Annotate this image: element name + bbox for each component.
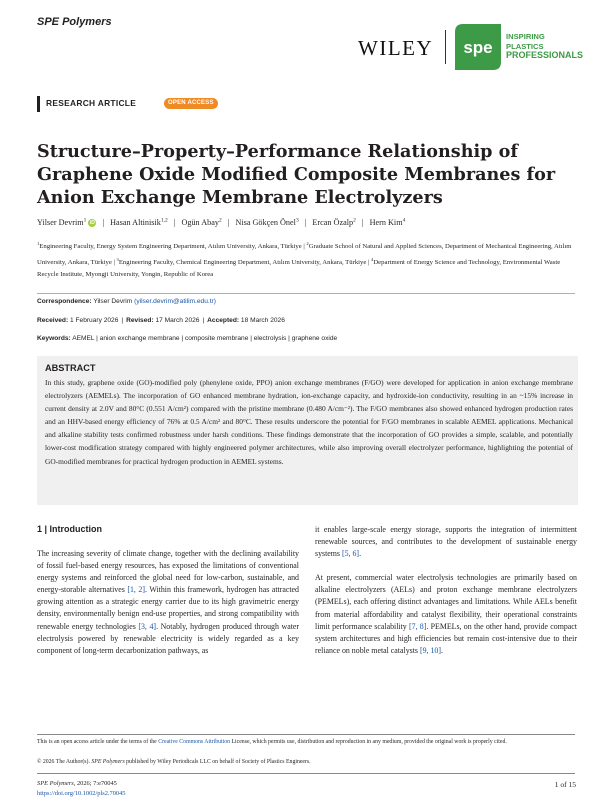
spe-tagline: [506, 32, 583, 61]
affiliations: $^1$Engineering Faculty, Energy System Engineering Department, Atılım University, Ankara, Türkiye | $^2$Graduate School of Natural and Applied Sciences, Department of Mechanical Engineering, Atılım University, Ankara, Türkiye | $^3$Engineering Faculty, Chemical Engineering Department, Atılım University, Ankara, Türkiye | $^4$Department of Energy Science and Technology, Environmental Waste Recycle Institute, Myongji University, Yongin, Republic of Korea: [37, 241, 572, 279]
doi-link[interactable]: https://doi.org/10.1002/pls2.70045: [37, 789, 126, 797]
abstract-heading: ABSTRACT: [45, 363, 96, 373]
author-name[interactable]: Hern Kim$^4$: [369, 217, 406, 227]
author-separator: |: [102, 217, 105, 227]
citation-link[interactable]: [7, 8]: [409, 621, 427, 631]
spe-logo-text: spe: [463, 38, 493, 57]
dates: Received: 1 February 2026 | Revised: 17 March 2026 | Accepted: 18 March 2026: [37, 317, 285, 324]
journal-name: SPE Polymers: [37, 16, 112, 28]
license-link[interactable]: Creative Commons Attribution: [158, 739, 231, 745]
citation-link[interactable]: [3, 4]: [138, 621, 157, 631]
body-column-left: [37, 548, 299, 657]
copyright-note: © 2026 The Author(s). SPE Polymers published by Wiley Periodicals LLC on behalf of Society of Plastics Engineers.: [37, 759, 311, 765]
open-access-badge[interactable]: OPEN ACCESS: [164, 98, 218, 109]
author-separator: |: [304, 217, 307, 227]
footer-divider: [37, 773, 575, 774]
affiliation: Department of Energy Science and Technology, Environmental Waste Recycle Institute, Myongji University, Yongin, Republic of Korea: [37, 258, 561, 279]
paragraph: At present, commercial water electrolysis technologies are primarily based on alkaline electrolyzers (AELs) and proton exchange membrane electrolyzers (PEMELs), each offering distinct advantages and limitations. While AELs benefit from material affordability and catalyst flexibility, their operational constraints limit performance scalability [7, 8]. PEMELs, on the other hand, provide compact system architectures and high efficiencies but remain cost-intensive due to their reliance on noble metal catalysts [9, 10].: [315, 573, 578, 655]
author-separator: |: [227, 217, 230, 227]
article-type-label: RESEARCH ARTICLE: [46, 98, 137, 108]
article-type-marker: [37, 96, 40, 112]
author-name[interactable]: Yilser Devrim$^1$: [37, 217, 87, 227]
citation-link[interactable]: [9, 10]: [419, 645, 441, 655]
author-name[interactable]: Hasan Altinisik$^{1,2}$: [110, 217, 168, 227]
paragraph: it enables large-scale energy storage, supports the integration of intermittent renewable sources, and contributes to the development of sustainable energy systems [5, 6].: [315, 525, 577, 559]
divider: [37, 293, 575, 294]
license-note: This is an open access article under the terms of the Creative Commons Attribution License, which permits use, distribution and reproduction in any medium, provided the original work is properly cited.: [37, 739, 507, 745]
affiliation: Engineering Faculty, Energy System Engineering Department, Atılım University, Ankara, Türkiye: [39, 243, 302, 251]
article-title: Structure–Property–Performance Relationship of Graphene Oxide Modified Composite Membranes for Anion Exchange Membrane Electrolyzers: [37, 141, 556, 208]
correspondence: Correspondence: Yilser Devrim (yilser.devrim@atilim.edu.tr): [37, 298, 216, 305]
author-name[interactable]: Ogün Abay$^2$: [181, 217, 222, 227]
spe-tagline-line: INSPIRING: [506, 32, 545, 41]
citation-link[interactable]: [5, 6]: [341, 549, 360, 559]
wiley-logo: WILEY: [358, 36, 434, 60]
spe-logo-icon: [455, 24, 501, 70]
author-name[interactable]: Ercan Özalp$^2$: [312, 217, 356, 227]
affiliation: Engineering Faculty, Chemical Engineering Department, Atılım University, Ankara, Türkiye: [118, 258, 367, 266]
header-divider: [445, 30, 446, 64]
spe-tagline-line: PROFESSIONALS: [506, 50, 584, 60]
author-separator: |: [361, 217, 364, 227]
keywords: Keywords: AEMEL | anion exchange membrane | composite membrane | electrolysis | graphene oxide: [37, 335, 338, 342]
section-heading: 1 | Introduction: [37, 524, 103, 534]
author-separator: |: [173, 217, 176, 227]
paragraph: The increasing severity of climate change, together with the declining availability of fossil fuel-based energy resources, has exposed the limitations of conventional energy systems and reinforced the global need for low-carbon, sustainable, and energy-storable alternatives [1, 2]. Within this framework, hydrogen has attracted growing attention as a strategic energy carrier due to its high gravimetric energy density, environmentally benign end-use properties, and strong compatibility with renewable energy technologies [3, 4]. Notably, hydrogen produced through water electrolysis powered by renewable electricity is widely regarded as a key component of long-term decarbonization pathways, as: [37, 549, 300, 655]
affiliation: Graduate School of Natural and Applied Sciences, Department of Mechanical Engineering, Atılım University, Ankara, Türkiye: [37, 243, 572, 266]
citation-link[interactable]: [1, 2]: [127, 585, 145, 595]
abstract-text: In this study, graphene oxide (GO)-modified poly (phenylene oxide, PPO) anion exchange membranes (F/GO) were developed for application in anion exchange membrane electrolyzers (AEMELs). The incorporation of GO enhanced membrane hydration, ion-exchange capacity, and hydroxide-ion conductivity, resulting in an ~15% increase in current density at 2.0V and 80°C (0.551 A/cm²) compared with the pristine membrane (0.480 A/cm⁻²). The F/GO membranes also showed enhanced hydrogen production rates and an HHV-based energy efficiency of 76% at 0.5 A/cm² and 80°C. These results underscore the potential for F/GO membranes in scalable AEMEL applications. Mechanical and alkaline stability tests confirmed robustness under harsh conditions. These findings demonstrate that the incorporation of GO provides a simple, scalable, and potentially lower-cost modification strategy compared with highly engineered polymer architectures, while also improving overall electrolyzer performance, highlighting the potential of GO-modified membranes for practical hydrogen production in AEMEL systems.: [45, 378, 573, 466]
citation-footer: SPE Polymers, 2026; 7:e70045 https://doi.org/10.1002/pls2.70045: [37, 780, 126, 797]
orcid-icon[interactable]: iD: [89, 219, 95, 226]
footer-divider: [37, 734, 575, 735]
author-name[interactable]: Nisa Gökçen Önel$^3$: [235, 217, 299, 227]
page-number: 1 of 15: [554, 780, 576, 789]
body-column-right: [315, 524, 577, 657]
email-link[interactable]: (yilser.devrim@atilim.edu.tr): [134, 298, 216, 305]
author-list: [37, 217, 577, 227]
spe-tagline-line: PLASTICS: [506, 41, 544, 51]
